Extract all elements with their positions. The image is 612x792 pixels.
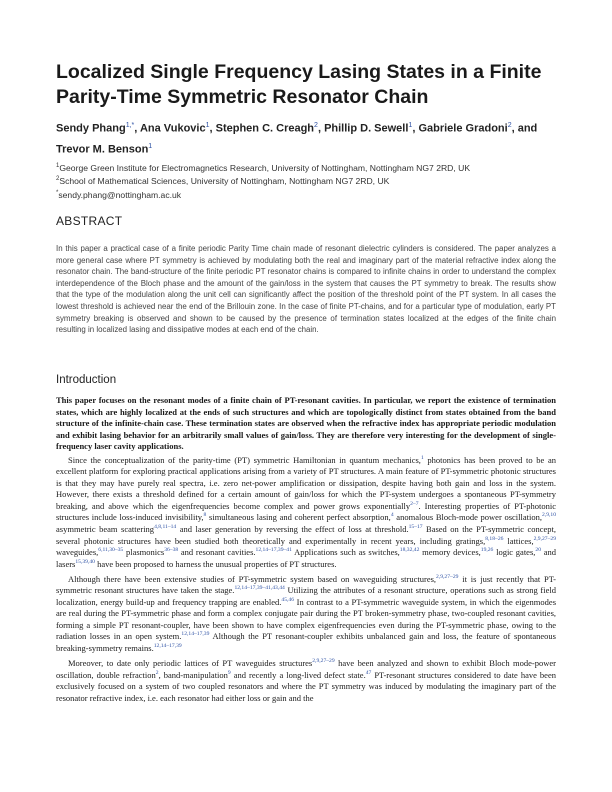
intro-text: PT-resonant structures considered to date have been exclusively focused on a system of two coupled resonators and where the PT symmetry was induced by modulating the imaginary part of the resonator refractive index, i.e. each resonator had either loss or gain and the (56, 669, 556, 703)
citation-ref[interactable]: 2 (155, 669, 159, 676)
intro-text: This paper focuses on the resonant modes of a finite chain of PT-resonant cavities. In particular, we report the existence of termination states, which are highly localized at the ends of such structures and which are topologically distinct from states obtained from the band structure of the infinite-chain case. These termination states are observed when the refractive index has appropriate periodic modulation and exhibit lasing behavior for an arbitrarily small values of gain/loss. They are therefore very interesting for the development of single-frequency laser cavity applications. (56, 395, 556, 452)
citation-ref[interactable]: 2,9,27–29 (436, 573, 459, 580)
citation-ref[interactable]: 12,14–17,39 (153, 643, 182, 650)
citation-ref[interactable]: 2,9,27–29 (312, 658, 335, 665)
intro-text: waveguides, (56, 547, 99, 558)
email-marker: * (56, 189, 59, 196)
citation-ref[interactable]: 12,14–17,39–41 (255, 547, 292, 554)
author-name: Stephen C. Creagh (215, 122, 315, 135)
intro-text: and laser generation by reversing the effect of loss at threshold. (176, 524, 409, 535)
affiliation-marker: 1 (56, 163, 60, 169)
author-separator: , (134, 122, 140, 135)
affiliation-list (56, 161, 561, 188)
intro-text: logic gates, (493, 547, 536, 558)
citation-ref[interactable]: 12,14–17,39–41,43,44 (234, 585, 285, 592)
intro-paragraph (56, 395, 556, 453)
intro-text: Utilizing the attributes of a resonant structure, operations such as strong field localization, energy build-up and frequency trapping are enabled. (56, 585, 556, 607)
author-affiliation-marker[interactable]: 2 (314, 122, 318, 129)
abstract-heading: ABSTRACT (56, 214, 123, 228)
paper-title: Localized Single Frequency Lasing States in a Finite Parity-Time Symmetric Resonator Chain (56, 61, 542, 108)
citation-ref[interactable]: 15–17 (408, 524, 423, 531)
intro-text: and lasers (56, 547, 556, 569)
citation-ref[interactable]: 15,39,40 (75, 558, 95, 565)
citation-ref[interactable]: 2,9,10 (542, 512, 557, 519)
email-text: sendy.phang@nottingham.ac.uk (58, 189, 182, 200)
intro-text: have been analyzed and shown to exhibit Bloch mode-power oscillation, double refraction (56, 658, 556, 680)
intro-text: and recently a long-lived defect state. (230, 669, 366, 680)
intro-text: Moreover, to date only periodic lattices of PT waveguides structures (68, 658, 313, 669)
intro-text: and resonant cavities. (178, 547, 256, 558)
citation-ref[interactable]: 6,11,30–35 (98, 547, 124, 554)
citation-ref[interactable]: 4,8,11–14 (154, 524, 177, 531)
citation-ref[interactable]: 36–38 (164, 547, 179, 554)
author-list (56, 117, 561, 158)
author-name: Phillip D. Sewell (324, 122, 409, 135)
intro-text: Since the conceptualization of the parity-time (PT) symmetric Hamiltonian in quantum mechanics, (68, 454, 421, 465)
citation-ref[interactable]: 19,26 (480, 547, 494, 554)
affiliation-text: George Green Institute for Electromagnetics Research, University of Nottingham, Nottingham NG7 2RD, UK (59, 162, 471, 173)
intro-text: In contrast to a PT-symmetric waveguide system, in which the eigenmodes are real during the PT-symmetric phase and form a complex conjugate pair during the PT broken-symmetry phase, two-coupled resonant cavities, forming a simple PT resonant-coupler, have been shown to have complex eigenfrequencies even during the PT-symmetric phase, owing to the radiation losses in an open system. (56, 596, 556, 642)
intro-text: anomalous Bloch-mode power oscillation, (393, 512, 543, 523)
citation-ref[interactable]: 47 (365, 669, 372, 676)
intro-text: Based on the PT-symmetric concept, several photonic structures have been studied both theoretically and experimentally in recent years, including gratings, (56, 524, 557, 546)
intro-text: memory devices, (419, 547, 481, 558)
affiliation-marker: 2 (56, 176, 60, 183)
citation-ref[interactable]: 18,32,42 (399, 547, 420, 554)
author-separator: , (209, 122, 216, 135)
author-affiliation-marker[interactable]: 1 (408, 122, 413, 129)
intro-paragraph (56, 455, 556, 570)
citation-ref[interactable]: 8,18–26 (485, 535, 504, 542)
intro-text: Although the PT resonant-coupler exhibits unbalanced gain and loss, the feature of spontaneous breaking-symmetry remains. (56, 631, 556, 653)
intro-paragraph (56, 658, 556, 704)
author-affiliation-marker[interactable]: 2 (507, 122, 512, 129)
abstract-text: In this paper a practical case of a finite periodic Parity Time chain made of resonant dielectric cylinders is considered. The paper analyzes a more general case where PT symmetry is achieved by modulating both the real and imaginary part of the material refractive index along the resonator chain. The band-structure of the finite periodic PT resonator chains is compared to infinite chains in order to understand the complex interdependence of the Bloch phase and the amount of the gain/loss in the system that causes the PT symmetry to break. The results show that the type of the modulation along the unit cell can significantly affect the position of the threshold point of the PT system. In all cases the lowest threshold is achieved near the end of the Brillouin zone. In the case of finite PT-chains, and for a particular type of modulation, early PT symmetry breaking is observed and shown to be caused by the presence of termination states localized at the edges of the finite chain resulting in localized lasing and dissipative modes at each end of the chain. (56, 244, 556, 335)
citation-ref[interactable]: 2–7 (410, 501, 419, 508)
citation-ref[interactable]: 1 (420, 454, 424, 461)
intro-text: have been proposed to harness the unusual properties of PT structures. (94, 558, 337, 569)
intro-paragraph (56, 574, 556, 655)
author-name: Ana Vukovic (139, 122, 206, 135)
citation-ref[interactable]: 12,14–17,39 (181, 631, 210, 638)
author-separator: , and (511, 122, 538, 135)
intro-text: . Interesting properties of PT-photonic structures include loss-induced invisibility, (56, 500, 557, 523)
intro-text: , band-manipulation (158, 669, 228, 680)
author-separator: , (412, 122, 419, 135)
affiliations (56, 161, 561, 201)
introduction-body (56, 395, 556, 708)
intro-text: asymmetric beam scattering (56, 524, 155, 535)
author-affiliation-marker[interactable]: 1,* (125, 122, 135, 129)
author-affiliation-marker[interactable]: 1 (205, 122, 210, 129)
citation-ref[interactable]: 8 (203, 512, 207, 519)
citation-ref[interactable]: 2,9,27–29 (533, 535, 556, 542)
intro-text: simultaneous lasing and coherent perfect absorption, (206, 512, 391, 523)
intro-text: plasmonics (123, 547, 165, 558)
intro-text: Applications such as switches, (291, 547, 400, 558)
intro-text: it is just recently that PT-symmetric resonant structures have taken the stage. (56, 573, 556, 596)
author-name: Sendy Phang (56, 122, 126, 135)
citation-ref[interactable]: 20 (535, 547, 541, 554)
intro-text: lattices, (503, 535, 534, 546)
citation-ref[interactable]: 9 (227, 669, 231, 676)
author-affiliation-marker[interactable]: 1 (148, 142, 153, 150)
citation-ref[interactable]: 45,46 (281, 596, 295, 603)
introduction-heading: Introduction (56, 374, 117, 386)
author-separator: , (317, 122, 325, 135)
affiliation-text: School of Mathematical Sciences, University of Nottingham, Nottingham NG7 2RD, UK (59, 176, 390, 187)
intro-text: photonics has been proved to be an excellent platform for exploring practical applications arising from a variety of PT structures. A main feature of PT-symmetric photonic structures is that they may have purely real spectra, i.e. zero net-power amplification or dissipation, despite having both gain and loss in the system. However, there exists a threshold defined for a certain amount of gain/loss for which the PT-system undergoes a spontaneous PT-symmetry breaking, and above which the eigenfrequencies become complex and power grows exponentially (56, 454, 556, 511)
author-name: Gabriele Gradoni (418, 122, 508, 135)
intro-text: Although there have been extensive studies of PT-symmetric system based on waveguiding structures, (68, 573, 437, 584)
affiliation-line (56, 174, 561, 187)
citation-ref[interactable]: 4 (390, 512, 394, 519)
corresponding-email[interactable] (56, 188, 561, 201)
author-name: Trevor M. Benson (56, 143, 149, 156)
affiliation-line (56, 161, 561, 174)
